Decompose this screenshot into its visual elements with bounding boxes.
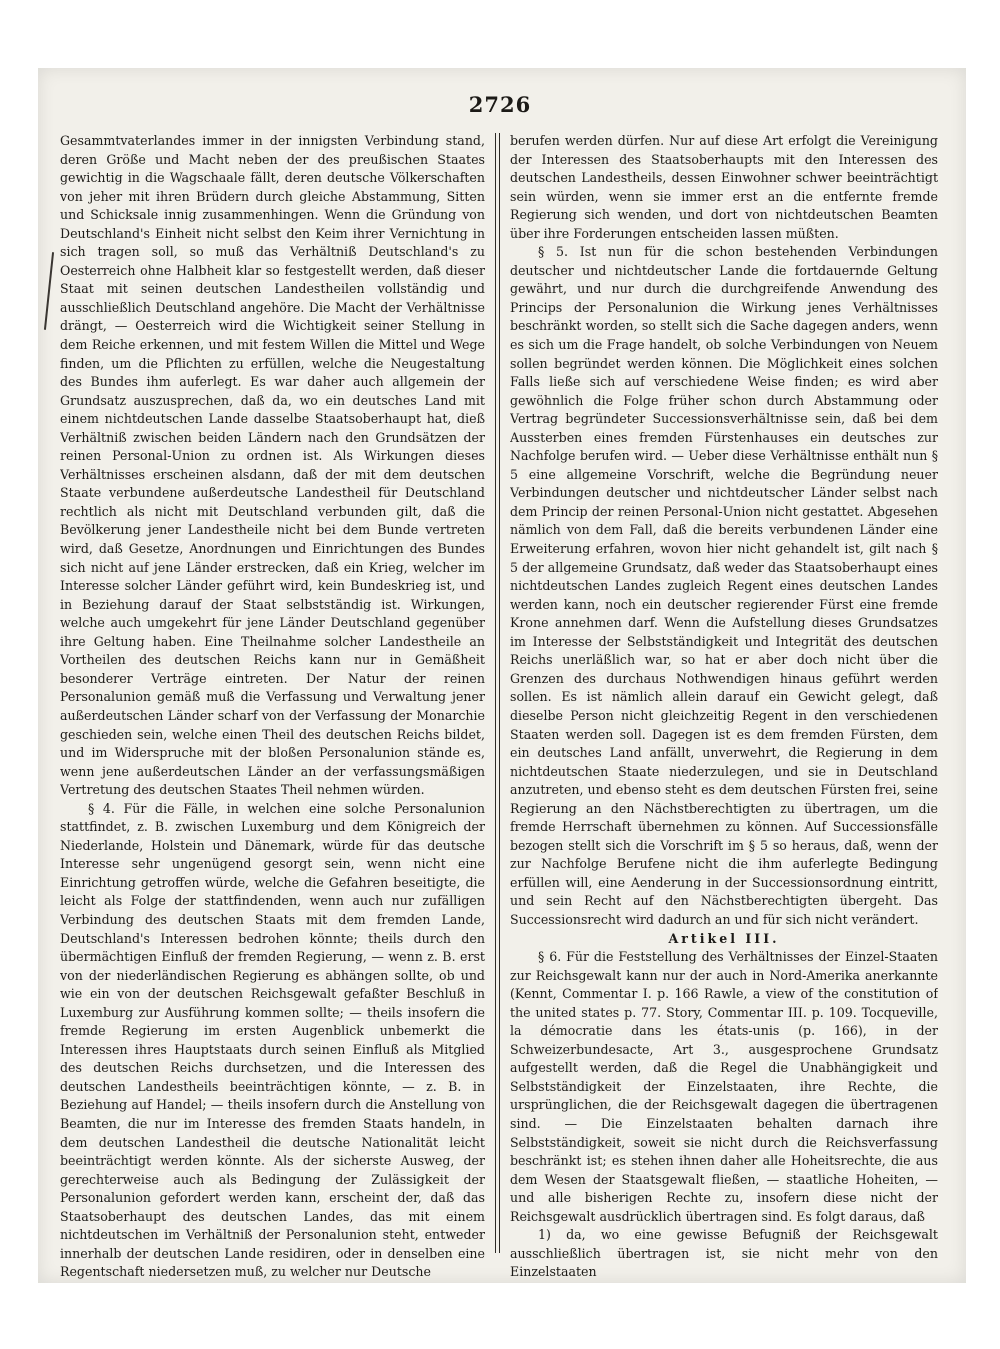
left-paragraph-section-4: § 4. Für die Fälle, in welchen eine solche Personalunion stattfindet, z. B. zwischen Luxemburg und dem Königreich der Niederlande, Holstein und Dänemark, würde für das deutsche Interesse sehr ungenügend gesorgt sein, wenn nicht eine Einrichtung getroffen würde, welche die Gefahren beseitigte, die leicht als Folge der stattfindenden, wenn auch nur zufälligen Verbindung des deutschen Staats mit dem fremden Lande, Deutschland's Interessen bedrohen könnte; theils durch den übermächtigen Einfluß der fremden Regierung, — wenn z. B. erst von der niederländischen Regierung es abhängen sollte, ob und wie ein von der deutschen Reichsgewalt gefaßter Beschluß in Luxemburg zur Ausführung kommen sollte; — theils insofern die fremde Regierung im ersten Augenblick unbemerkt die Interessen ihres Hauptstaats durch seinen Einfluß als Mitglied des deutschen Reichs durchsetzen, und die Interessen des deutschen Landestheils beeinträchtigen könnte, — z. B. in Beziehung auf Handel; — theils insofern durch die Anstellung von Beamten, die nur im Interesse des fremden Staats handeln, in dem deutschen Landestheil die deutsche Nationalität leicht beeinträchtigt werden könnte. Als der sicherste Ausweg, der gerechterweise auch als Bedingung der Zulässigkeit der Personalunion gefordert werden kann, erscheint der, daß das Staatsoberhaupt des deutschen Landes, das mit einem nichtdeutschen im Verhältniß der Personalunion steht, entweder innerhalb der deutschen Lande residiren, oder in denselben eine Regentschaft niedersetzen muß, zu welcher nur Deutsche — [60, 800, 485, 1280]
right-paragraph-section-6: § 6. Für die Feststellung des Verhältnisses der Einzel-Staaten zur Reichsgewalt kann nur der auch in Nord-Amerika anerkannte (Kennt, Commentar I. p. 166 Rawle, a view of the constitution of the united states p. 77. Story, Commentar III. p. 109. Tocqueville, la démocratie dans les états-unis (p. 166), in der Schweizerbundesacte, Art 3., ausgesprochene Grundsatz aufgestellt werden, daß die Regel die Unabhängigkeit und Selbstständigkeit der Einzelstaaten, ihre Rechte, die ursprünglichen, die der Reichsgewalt dagegen die übertragenen sind. — Die Einzelstaaten behalten darnach ihre Selbstständigkeit, soweit sie nicht durch die Reichsverfassung beschränkt ist; es stehen ihnen daher alle Hoheitsrechte, die aus dem Wesen der Staatsgewalt fließen, — staatliche Hoheiten, — und alle bisherigen Rechte zu, insofern diese nicht der Reichsgewalt ausdrücklich übertragen sind. Es folgt daraus, daß — [510, 949, 938, 1224]
right-paragraph-section-5: § 5. Ist nun für die schon bestehenden Verbindungen deutscher und nichtdeutscher Lande die fortdauernde Geltung gewährt, und nur durch die durchgreifende Anwendung des Princips der Personalunion die Wirkung jenes Verhältnisses beschränkt worden, so stellt sich die Sache dagegen anders, wenn es sich um die Frage handelt, ob solche Verbindungen von Neuem sollen begründet werden können. Die Möglichkeit eines solchen Falls ließe sich auf verschiedene Weise finden; es wird aber gewöhnlich die Folge früher schon durch Abstammung oder Vertrag begründeter Successionsverhältnisse sein, daß bei dem Aussterben eines fremden Fürstenhauses ein deutsches zur Nachfolge berufen wird. — Ueber diese Verhältnisse enthält nun § 5 eine allgemeine Vorschrift, welche die Begründung neuer Verbindungen deutscher und nichtdeutscher Länder selbst nach dem Princip der reinen Personal-Union nicht gestattet. Abgesehen nämlich von dem Fall, daß die bereits verbundenen Länder eine Erweiterung erfahren, wovon hier nicht gehandelt ist, gilt nach § 5 der allgemeine Grundsatz, daß weder das Staatsoberhaupt eines nichtdeutschen Landes zugleich Regent eines deutschen Landes werden kann, noch ein deutscher regierender Fürst eine fremde Krone annehmen darf. Wenn die Aufstellung dieses Grundsatzes im Interesse der Selbstständigkeit und Integrität des deutschen Reichs unerläßlich war, so hat er aber doch nicht über die Grenzen des durchaus Nothwendigen hinaus geführt werden sollen. Es ist nämlich allein darauf ein Gewicht gelegt, daß dieselbe Person nicht gleichzeitig Regent in den verschiedenen Staaten werden soll. Dagegen ist es dem fremden Fürsten, dem ein deutsches Land anfällt, unverwehrt, die Regierung in dem nichtdeutschen Staate niederzulegen, und sie in Deutschland anzutreten, und ebenso steht es dem deutschen Fürsten frei, seine Regierung an den Nächstberechtigten zu übertragen, um die fremde Herrschaft übernehmen zu können. Auf Successionsfälle bezogen stellt sich die Vorschrift im § 5 so heraus, daß, wenn der zur Nachfolge Berufene nicht die ihm auferlegte Bedingung erfüllen will, eine Aenderung in der Successionsordnung eintritt, und sein Recht auf den Nächstberechtigten übergeht. Das Successionsrecht wird dadurch an und für sich nicht verändert. — [510, 244, 938, 927]
page-number: 2726 — [468, 92, 532, 117]
right-paragraph-item-1: 1) da, wo eine gewisse Befugniß der Reichsgewalt ausschließlich übertragen ist, sie nicht mehr von den Einzelstaaten — [510, 1227, 938, 1280]
article-heading: Artikel III. — [668, 930, 780, 946]
left-text-column — [60, 132, 485, 1282]
right-text-column — [510, 132, 938, 1282]
column-divider-line-double — [499, 133, 500, 1253]
right-paragraph-continuation: berufen werden dürfen. Nur auf diese Art erfolgt die Vereinigung der Interessen des Staatsoberhaupts mit den Interessen des deutschen Landestheils, dessen Einwohner schwer beeinträchtigt sein würden, wenn sie immer erst an die entfernte fremde Regierung sich wenden, und dort von nichtdeutschen Beamten über ihre Forderungen entscheiden lassen müßten. — [510, 133, 938, 241]
column-divider-line — [495, 133, 496, 1253]
left-paragraph-continuation: Gesammtvaterlandes immer in der innigsten Verbindung stand, deren Größe und Macht neben der des preußischen Staates gewichtig in die Wagschaale fällt, deren deutsche Völkerschaften von jeher mit ihren Brüdern durch gleiche Abstammung, Sitten und Schicksale innig zusammenhingen. Wenn die Gründung von Deutschland's Einheit nicht selbst den Keim ihrer Vernichtung in sich tragen soll, so muß das Verhältniß Deutschland's zu Oesterreich ohne Halbheit klar so festgestellt werden, daß dieser Staat mit seinen deutschen Landestheilen vollständig und ausschließlich Deutschland angehöre. Die Macht der Verhältnisse drängt, — Oesterreich wird die Wichtigkeit seiner Stellung in dem Reiche erkennen, und mit festem Willen die Mittel und Wege finden, um die Pflichten zu erfüllen, welche die Neugestaltung des Bundes ihm auferlegt. Es war daher auch allgemein der Grundsatz auszusprechen, daß da, wo ein deutsches Land mit einem nichtdeutschen Lande dasselbe Staatsoberhaupt hat, dieß Verhältniß zwischen beiden Ländern nach den Grundsätzen der reinen Personal-Union zu ordnen ist. Als Wirkungen dieses Verhältnisses erscheinen alsdann, daß der mit dem deutschen Staate verbundene außerdeutsche Landestheil für Deutschland rechtlich als nicht mit Deutschland verbunden gilt, daß die Bevölkerung jener Landestheile nicht bei dem Bunde vertreten wird, daß Gesetze, Anordnungen und Einrichtungen des Bundes sich nicht auf jene Länder erstrecken, daß ein Krieg, welcher im Interesse solcher Länder geführt wird, kein Bundeskrieg ist, und in Beziehung darauf der Staat selbstständig ist. Wirkungen, welche auch umgekehrt für jene Länder Deutschland gegenüber ihre Geltung haben. Eine Theilnahme solcher Landestheile an Vortheilen des deutschen Reichs kann nur in Gemäßheit besonderer Verträge eintreten. Der Natur der reinen Personalunion gemäß muß die Verfassung und Verwaltung jener außerdeutschen Länder scharf von der Verfassung der Monarchie geschieden sein, welche einen Theil des deutschen Reichs bildet, und im Widerspruche mit der bloßen Personalunion stände es, wenn jene außerdeutschen Länder an der verfassungsmäßigen Vertretung des deutschen Staates Theil nehmen würden. — [60, 133, 485, 798]
